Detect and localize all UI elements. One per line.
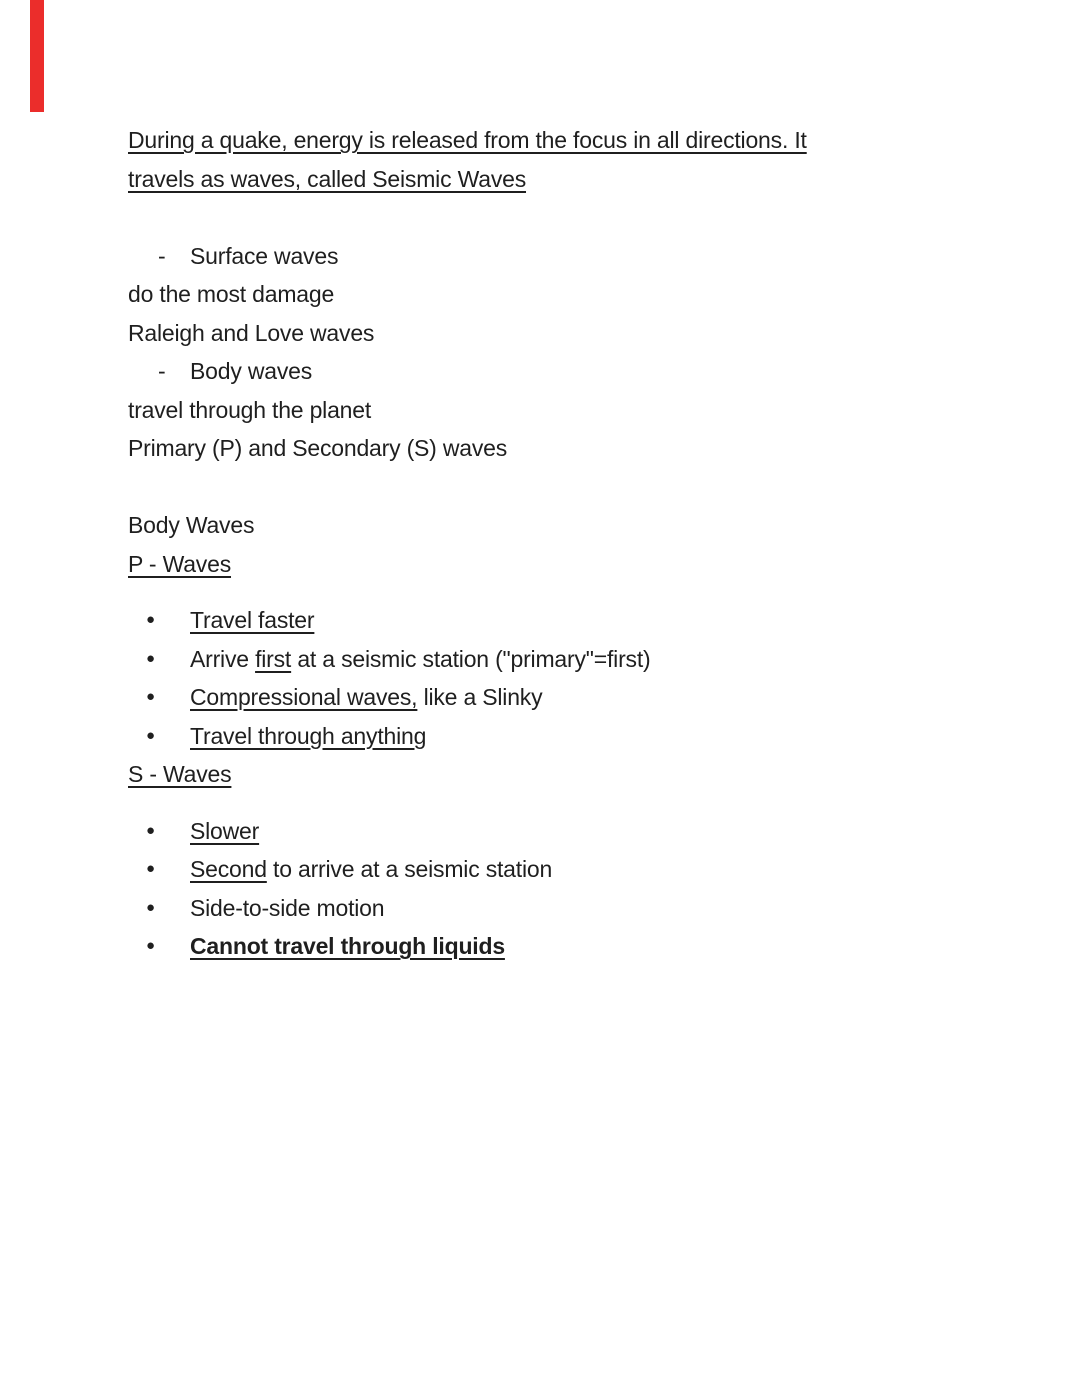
text-segment: first <box>255 645 292 672</box>
blank-line <box>128 468 1020 507</box>
blank-line <box>128 198 1020 237</box>
text-segment: Compressional waves, <box>190 684 418 710</box>
dash-list-item <box>128 352 1020 391</box>
red-margin-marker <box>30 0 44 112</box>
bullet-list-item <box>128 640 1020 679</box>
intro-line-1: During a quake, energy is released from the focus in all directions. It <box>128 127 807 153</box>
bullet-list-item <box>128 601 1020 640</box>
text-line: Primary (P) and Secondary (S) waves <box>128 435 508 461</box>
dash-item-label: Body waves <box>190 358 313 384</box>
text-segment: Slower <box>190 817 260 844</box>
s-waves-heading-label: S - Waves <box>128 761 232 787</box>
text-line: do the most damage <box>128 281 335 307</box>
bullet-list-item <box>128 889 1020 928</box>
bullet-icon: ● <box>146 649 155 667</box>
text-segment: Arrive <box>190 645 256 672</box>
bullet-list-item <box>128 717 1020 756</box>
section-title: Body Waves <box>128 512 255 538</box>
p-waves-heading-label: P - Waves <box>128 550 232 577</box>
bullet-list-item <box>128 678 1020 717</box>
bullet-list-item <box>128 927 1020 966</box>
text-segment: Cannot travel through liquids <box>190 933 505 959</box>
text-line: travel through the planet <box>128 396 372 423</box>
text-segment: Second <box>190 856 267 882</box>
text-segment: Travel through anything <box>190 722 427 749</box>
text-segment: Travel faster <box>190 607 315 633</box>
bullet-icon: ● <box>146 611 155 628</box>
bullet-icon: ● <box>146 937 155 954</box>
bullet-list-item <box>128 850 1020 889</box>
bullet-icon: ● <box>146 688 155 705</box>
bullet-icon: ● <box>146 898 155 916</box>
p-waves-bullet-list <box>128 601 1020 755</box>
s-waves-bullet-list <box>128 812 1020 966</box>
bullet-icon: ● <box>146 860 155 877</box>
text-segment: to arrive at a seismic station <box>266 856 553 882</box>
text-segment: at a seismic station ("primary"=first) <box>291 645 651 672</box>
dash-item-label: Surface waves <box>190 242 339 269</box>
bullet-icon: ● <box>146 726 155 744</box>
text-segment: like a Slinky <box>417 684 543 710</box>
text-segment: Side-to-side motion <box>190 894 385 921</box>
dash-list-item <box>128 237 1020 276</box>
intro-line-2: travels as waves, called Seismic Waves <box>128 165 527 192</box>
p-waves-heading <box>128 545 1020 584</box>
s-waves-heading <box>128 755 1020 794</box>
dash-icon: - <box>158 358 166 384</box>
text-line: Raleigh and Love waves <box>128 319 375 346</box>
bullet-icon: ● <box>146 821 155 839</box>
bullet-list-item <box>128 812 1020 851</box>
dash-icon: - <box>158 242 166 269</box>
